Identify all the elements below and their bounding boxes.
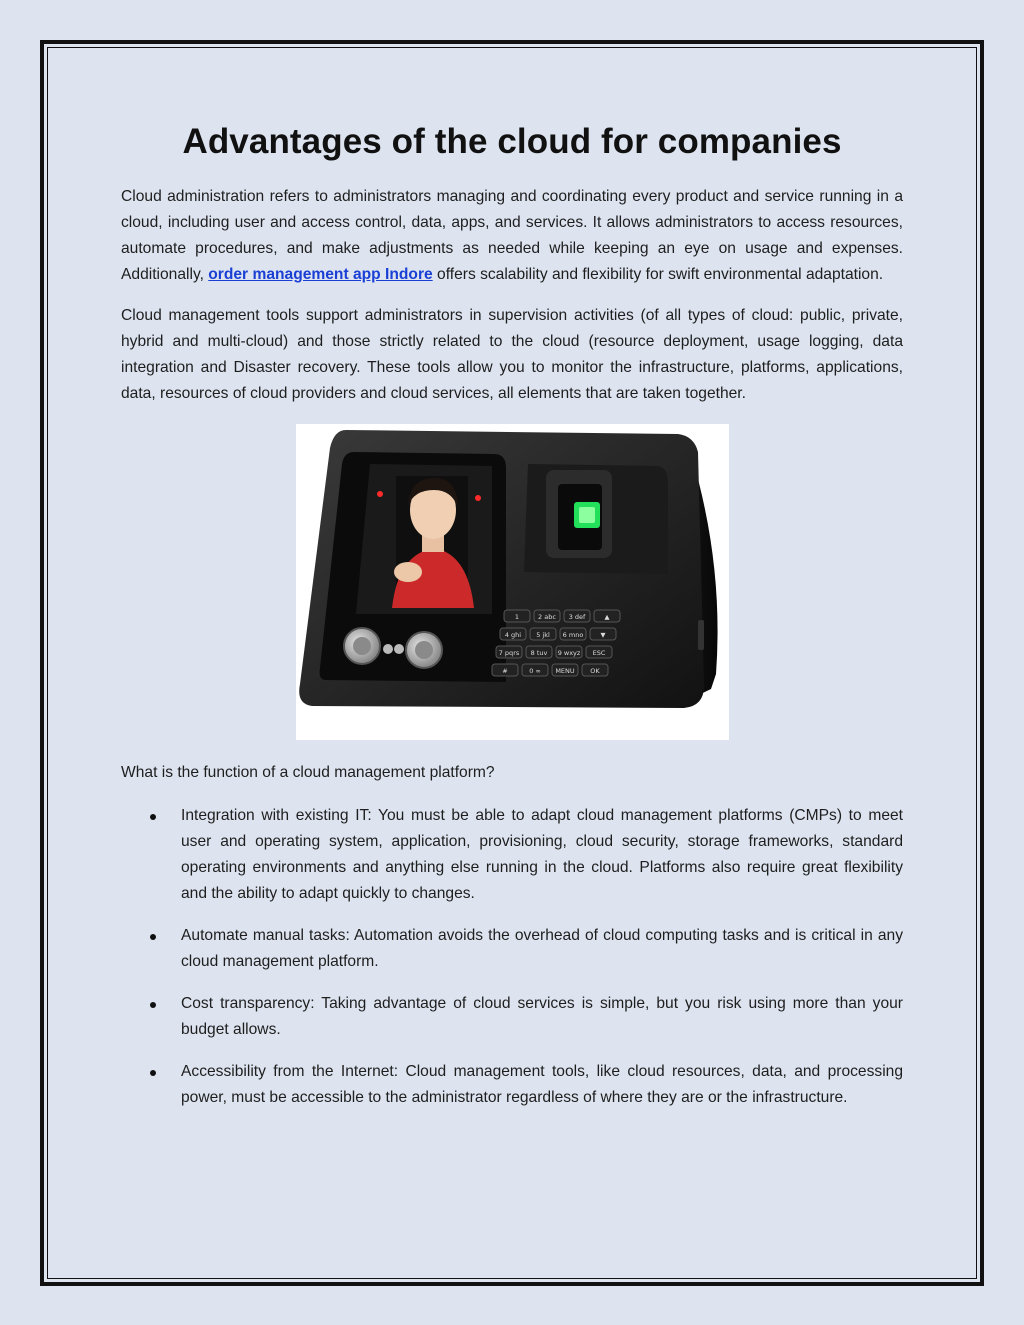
key-6: 6 mno	[562, 631, 583, 639]
order-management-app-link[interactable]: order management app Indore	[208, 266, 433, 283]
intro-paragraph	[121, 184, 903, 288]
list-item-text: Automate manual tasks: Automation avoids the overhead of cloud computing tasks and is critical in any cloud management platform.	[181, 927, 903, 970]
key-ok: OK	[589, 667, 600, 675]
key-hash: #	[501, 667, 508, 675]
attendance-device-image	[296, 424, 729, 740]
key-esc: ESC	[592, 649, 605, 657]
key-7: 7 pqrs	[498, 649, 519, 657]
tools-paragraph: Cloud management tools support administrators in supervision activities (of all types of cloud: public, private, hybrid and multi-cloud) and those strictly related to the cloud (resource deployment, usage logging, data integration and Disaster recovery. These tools allow you to monitor the infrastructure, platforms, applications, data, resources of cloud providers and cloud services, all elements that are taken together.	[121, 307, 903, 402]
key-down: ▼	[600, 631, 605, 639]
list-item-text: Cost transparency: Taking advantage of cloud services is simple, but you risk using more than your budget allows.	[181, 995, 903, 1038]
key-1: 1	[514, 613, 519, 621]
key-5: 5 jkl	[535, 631, 550, 639]
bullet-icon	[150, 934, 156, 940]
key-menu: MENU	[554, 667, 575, 675]
key-2: 2 abc	[537, 613, 556, 621]
list-item-text: Integration with existing IT: You must be able to adapt cloud management platforms (CMPs) to meet user and operating system, application, provisioning, cloud security, storage frameworks, standard operating environments and anything else running in the cloud. Platforms also require great flexibility and the ability to adapt quickly to changes.	[181, 807, 903, 902]
bullet-icon	[150, 1070, 156, 1076]
document-body	[121, 122, 903, 1127]
section-question: What is the function of a cloud management platform?	[121, 764, 495, 781]
list-item	[121, 803, 903, 907]
bullet-icon	[150, 814, 156, 820]
bullet-icon	[150, 1002, 156, 1008]
list-item-text: Accessibility from the Internet: Cloud management tools, like cloud resources, data, and processing power, must be accessible to the administrator regardless of where they are or the infrastructure.	[181, 1063, 903, 1106]
page-title: Advantages of the cloud for companies	[182, 122, 842, 161]
key-8: 8 tuv	[530, 649, 547, 657]
key-up: ▲	[604, 613, 609, 621]
list-item	[121, 1059, 903, 1111]
intro-text-before-link: Cloud administration refers to administrators managing and coordinating every product and service running in a cloud, including user and access control, data, apps, and services. It allows administrators to access resources, automate procedures, and make adjustments as needed while keeping an eye on usage and expenses. Additionally,	[121, 188, 903, 283]
intro-text-after-link: offers scalability and flexibility for swift environmental adaptation.	[432, 266, 884, 283]
key-4: 4 ghi	[504, 631, 521, 639]
key-9: 9 wxyz	[557, 649, 580, 657]
list-item	[121, 991, 903, 1043]
key-3: 3 def	[568, 613, 585, 621]
key-0: 0 ∞	[528, 667, 541, 675]
function-bullet-list	[121, 803, 903, 1111]
list-item	[121, 923, 903, 975]
